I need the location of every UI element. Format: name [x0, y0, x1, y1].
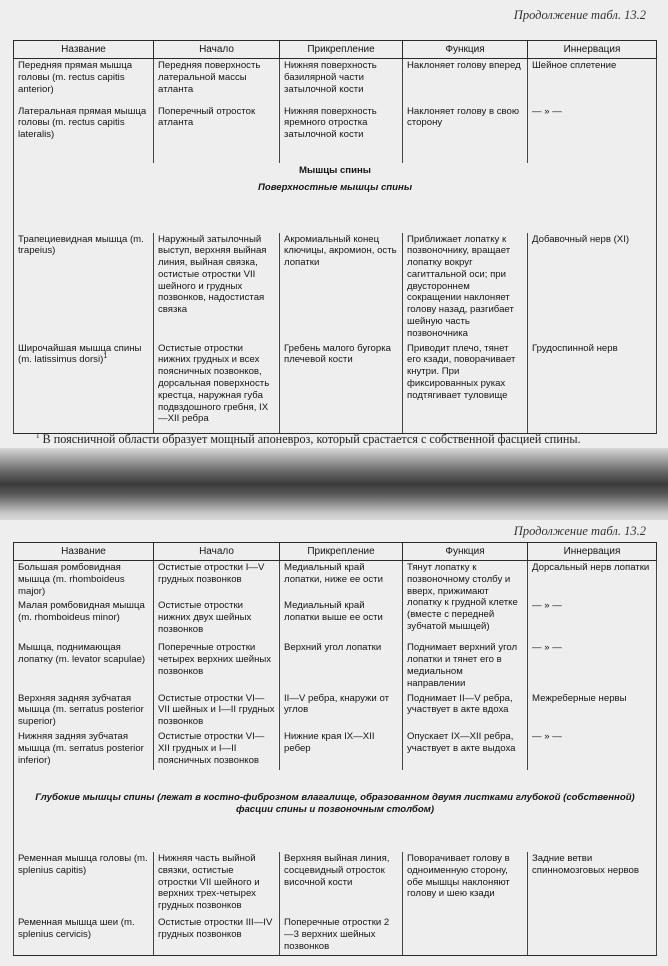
muscle-innervation: — » — [528, 641, 657, 691]
header-origin: Начало [154, 543, 280, 561]
muscle-innervation [528, 916, 657, 956]
muscle-innervation: Грудоспинной нерв [528, 342, 657, 434]
muscle-origin: Остистые отростки нижних двух шейных позвонков [154, 599, 280, 641]
muscle-innervation: Шейное сплетение [528, 59, 657, 105]
muscle-name: Верхняя задняя зубчатая мышца (m. serratus posterior superior) [14, 692, 154, 730]
continuation-caption: Продолжение табл. 13.2 [513, 8, 646, 22]
muscle-function: Приводит плечо, тянет его кзади, поворачивает кнутри. При фиксированных руках подтягивает туловище [403, 342, 528, 434]
table-row [14, 342, 657, 434]
muscle-innervation: Задние ветви спинномозговых нервов [528, 852, 657, 916]
header-insertion: Прикрепление [280, 543, 403, 561]
muscle-name: Нижняя задняя зубчатая мышца (m. serratus posterior inferior) [14, 730, 154, 770]
section-row [14, 770, 657, 852]
table-row [14, 692, 657, 730]
muscle-innervation: — » — [528, 105, 657, 163]
muscle-function: Опускает IX—XII ребра, участвует в акте выдоха [403, 730, 528, 770]
muscle-insertion: Нижняя поверхность яремного отростка затылочной кости [280, 105, 403, 163]
muscle-origin: Остистые отростки VI—XII грудных и I—II поясничных позвонков [154, 730, 280, 770]
muscle-innervation: Добавочный нерв (XI) [528, 233, 657, 342]
muscle-insertion: Медиальный край лопатки, ниже ее ости [280, 561, 403, 600]
muscle-origin: Передняя поверхность латеральной массы атланта [154, 59, 280, 105]
section-row [14, 163, 657, 233]
muscle-insertion: Нижняя поверхность базилярной части затылочной кости [280, 59, 403, 105]
table-row [14, 730, 657, 770]
muscle-name: Широчайшая мышца спины (m. latissimus dorsi) [18, 342, 142, 366]
muscle-function: Поворачивает голову в одноименную сторону, обе мышцы наклоняют голову и шею кзади [403, 852, 528, 916]
header-function: Функция [403, 543, 528, 561]
header-function: Функция [403, 41, 528, 59]
table-row [14, 852, 657, 916]
footnote [36, 432, 581, 447]
section-subtitle: Поверхностные мышцы спины [257, 182, 413, 194]
muscle-insertion: Верхняя выйная линия, сосцевидный отросток височной кости [280, 852, 403, 916]
muscle-function [403, 916, 528, 956]
muscle-name: Ременная мышца головы (m. splenius capitis) [14, 852, 154, 916]
footnote-text: В поясничной области образует мощный апоневроз, который срастается с собственной фасцией спины. [42, 432, 581, 446]
muscle-table [13, 542, 657, 956]
section-title: Мышцы спины [299, 164, 371, 176]
header-innervation: Иннервация [528, 543, 657, 561]
page-fold-shadow [0, 448, 668, 528]
muscle-origin: Остистые отростки VI—VII шейных и I—II грудных позвонков [154, 692, 280, 730]
muscle-innervation: — » — [528, 599, 657, 641]
muscle-insertion: Акромиальный конец ключицы, акромион, ость лопатки [280, 233, 403, 342]
muscle-origin: Поперечный отросток атланта [154, 105, 280, 163]
muscle-name: Мышца, поднимающая лопатку (m. levator scapulae) [14, 641, 154, 691]
muscle-name: Передняя прямая мышца головы (m. rectus capitis anterior) [14, 59, 154, 105]
muscle-origin: Нижняя часть выйной связки, остистые отростки VII шейного и верхних трех-четырех грудных позвонков [154, 852, 280, 916]
muscle-origin: Поперечные отростки четырех верхних шейных позвонков [154, 641, 280, 691]
muscle-name: Трапециевидная мышца (m. trapeius) [14, 233, 154, 342]
muscle-insertion: Поперечные отростки 2—3 верхних шейных позвонков [280, 916, 403, 956]
footnote-mark: 1 [36, 431, 40, 440]
muscle-insertion: Нижние края IX—XII ребер [280, 730, 403, 770]
header-name: Название [14, 543, 154, 561]
muscle-insertion: Медиальный край лопатки выше ее ости [280, 599, 403, 641]
table-row [14, 105, 657, 163]
table-header-row [14, 543, 657, 561]
muscle-function: Приближает лопатку к позвоночнику, вращает лопатку вокруг сагиттальной оси; при двустороннем сокращении наклоняет голову назад, разгибает шейную часть позвоночника [403, 233, 528, 342]
muscle-origin: Остистые отростки нижних грудных и всех поясничных позвонков, дорсальная поверхность крестца, наружная губа подвздошного гребня, IX—XII ребра [154, 342, 280, 434]
table-header-row [14, 41, 657, 59]
muscle-origin: Остистые отростки III—IV грудных позвонков [154, 916, 280, 956]
page-bottom [0, 520, 668, 966]
muscle-innervation: Межреберные нервы [528, 692, 657, 730]
muscle-insertion: II—V ребра, кнаружи от углов [280, 692, 403, 730]
continuation-caption: Продолжение табл. 13.2 [513, 524, 646, 538]
muscle-insertion: Верхний угол лопатки [280, 641, 403, 691]
muscle-function: Наклоняет голову в свою сторону [403, 105, 528, 163]
muscle-innervation: — » — [528, 730, 657, 770]
muscle-name: Ременная мышца шеи (m. splenius cervicis) [14, 916, 154, 956]
muscle-name: Большая ромбовидная мышца (m. rhomboideus major) [14, 561, 154, 600]
table-row [14, 916, 657, 956]
muscle-insertion: Гребень малого бугорка плечевой кости [280, 342, 403, 434]
header-innervation: Иннервация [528, 41, 657, 59]
muscle-function: Тянут лопатку к позвоночному столбу и вверх, прижимают лопатку к грудной клетке (вместе с передней зубчатой мышцей) [403, 561, 528, 642]
muscle-function: Поднимает II—V ребра, участвует в акте вдоха [403, 692, 528, 730]
muscle-name: Латеральная прямая мышца головы (m. rectus capitis lateralis) [14, 105, 154, 163]
muscle-innervation: Дорсальный нерв лопатки [528, 561, 657, 600]
table-row [14, 561, 657, 600]
table-row [14, 641, 657, 691]
muscle-function: Поднимает верхний угол лопатки и тянет его в медиальном направлении [403, 641, 528, 691]
page-top [0, 0, 668, 470]
muscle-name-cell [14, 342, 154, 434]
section-title: Глубокие мышцы спины (лежат в костно-фиброзном влагалище, образованном двумя листками глубокой (собственной) фасции спины и позвоночным столбом) [35, 792, 635, 815]
muscle-function: Наклоняет голову вперед [403, 59, 528, 105]
header-name: Название [14, 41, 154, 59]
table-row [14, 233, 657, 342]
muscle-origin: Остистые отростки I—V грудных позвонков [154, 561, 280, 600]
muscle-origin: Наружный затылочный выступ, верхняя выйная линия, выйная связка, остистые отростки VII шейного и грудных позвонков, надостистая связка [154, 233, 280, 342]
table-row [14, 59, 657, 105]
header-origin: Начало [154, 41, 280, 59]
footnote-ref: 1 [103, 353, 108, 361]
header-insertion: Прикрепление [280, 41, 403, 59]
muscle-name: Малая ромбовидная мышца (m. rhomboideus minor) [14, 599, 154, 641]
muscle-table [13, 40, 657, 434]
table-row [14, 599, 657, 641]
